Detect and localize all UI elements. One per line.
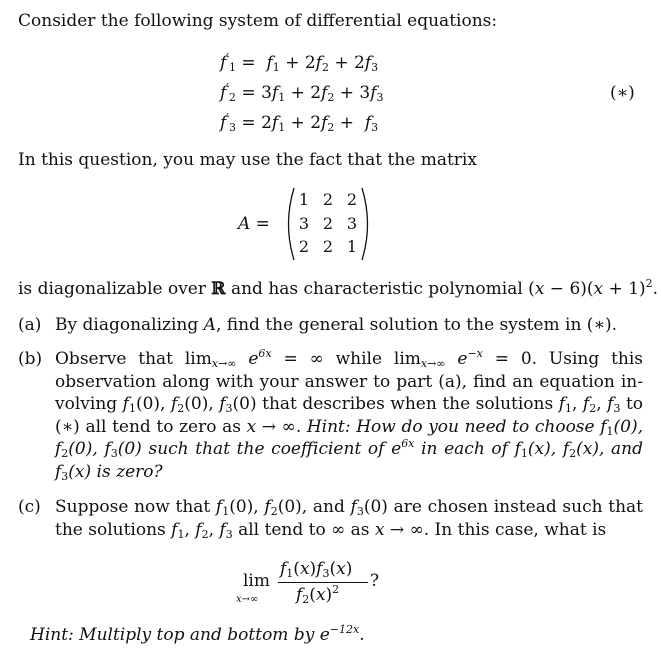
matrix-cell: 2: [322, 214, 334, 233]
matrix-label: A =: [238, 214, 270, 234]
matrix-cell: 2: [322, 237, 334, 256]
limit-expression: [236, 558, 396, 608]
diagonalizable-text: is diagonalizable over ℝ and has characteristic polynomial $(x - 6)(x + 1)^2$.: [18, 277, 659, 299]
matrix-cell: 1: [346, 237, 358, 256]
equation-2: $f'_2 = 3f_1 + 2f_2 + 3f_3$: [220, 81, 384, 104]
matrix-a: [282, 186, 374, 262]
matrix-cell: 2: [298, 237, 310, 256]
question-mark: ?: [370, 571, 380, 591]
fact-text: In this question, you may use the fact that the matrix: [18, 150, 477, 170]
part-b-text: Observe that $\lim_{x\to\infty} e^{6x}$ = ∞ while $\lim_{x\to\infty} e^{-x} = 0$. Using this observation along with your answer to part (a), find an equation in- volving $f_1(0)$, $f_2(0)$, $f_3(0)$ that describes when the solutions $f_1$, $f_2$, $f_3$ to (∗) all tend to zero as x → ∞. Hint: How do you need to choose $f_1(0)$, $f_2(0)$, $f_3(0)$ such that the coefficient of $e^{6x}$ in each of $f_1(x)$, $f_2(x)$, and $f_3(x)$ is zero?: [55, 347, 644, 483]
fraction-denominator: $f_2(x)^2$: [296, 583, 340, 606]
limit-subscript: x→∞: [236, 594, 259, 605]
matrix-cell: 2: [346, 190, 358, 209]
matrix-cell: 1: [298, 190, 310, 209]
limit-word: lim: [243, 571, 270, 591]
part-a-label: (a): [18, 315, 42, 335]
equation-3: $f'_3 = 2f_1 + 2f_2 + f_3$: [220, 111, 379, 134]
intro-text: Consider the following system of differential equations:: [18, 11, 498, 31]
equation-1: $f'_1 = f_1 + 2f_2 + 2f_3$: [220, 51, 379, 74]
equation-tag: (∗): [610, 83, 635, 103]
part-c-label: (c): [18, 497, 41, 517]
part-a-text: By diagonalizing A, find the general solution to the system in (∗).: [55, 315, 618, 335]
matrix-cell: 3: [346, 214, 358, 233]
fraction-bar: [278, 582, 368, 583]
final-hint: Hint: Multiply top and bottom by $e^{-12x}$.: [30, 623, 365, 645]
matrix-cell: 2: [322, 190, 334, 209]
matrix-cell: 3: [298, 214, 310, 233]
part-b-label: (b): [18, 349, 43, 369]
fraction-numerator: $f_1(x)f_3(x)$: [280, 559, 353, 580]
part-c-text: Suppose now that $f_1(0)$, $f_2(0)$, and $f_3(0)$ are chosen instead such that the solutions $f_1$, $f_2$, $f_3$ all tend to ∞ as x → ∞. In this case, what is: [55, 497, 643, 541]
